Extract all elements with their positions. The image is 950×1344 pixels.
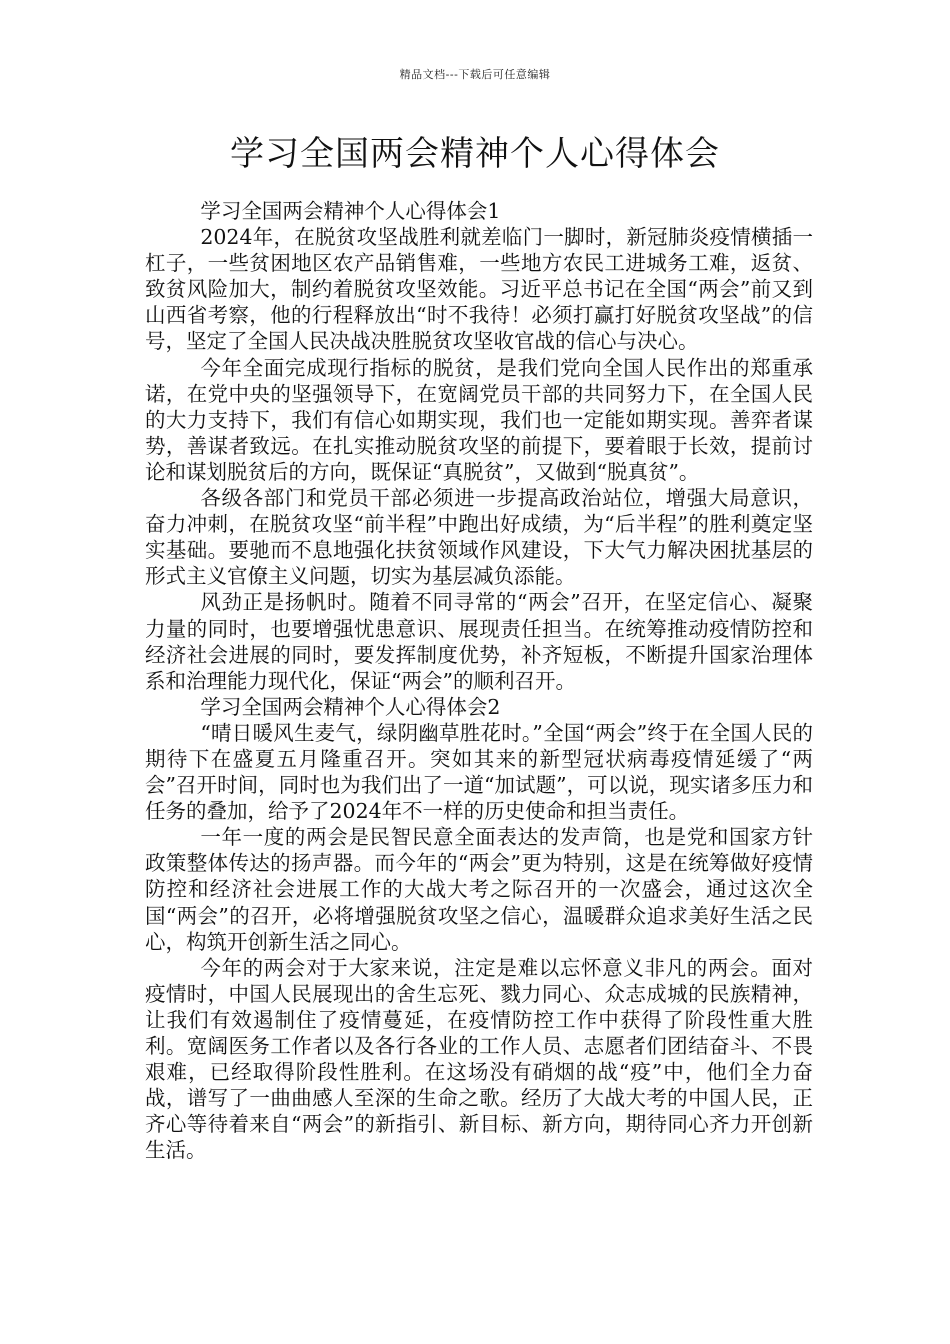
document-title: 学习全国两会精神个人心得体会 (230, 134, 720, 174)
body-paragraph: “晴日暖风生麦气，绿阴幽草胜花时。”全国“两会”终于在全国人民的期待下在盛夏五月隆重召开。突如其来的新型冠状病毒疫情延缓了“两会”召开时间，同时也为我们出了一道“加试题”，可以说，现实诸多压力和任务的叠加，给予了2024年不一样的历史使命和担当责任。 (145, 720, 813, 824)
body-paragraph: 风劲正是扬帆时。随着不同寻常的“两会”召开，在坚定信心、凝聚力量的同时，也要增强忧患意识、展现责任担当。在统筹推动疫情防控和经济社会进展的同时，要发挥制度优势，补齐短板，不断提升国家治理体系和治理能力现代化，保证“两会”的顺利召开。 (145, 590, 813, 693)
body-paragraph: 今年的两会对于大家来说，注定是难以忘怀意义非凡的两会。面对疫情时，中国人民展现出的舍生忘死、戮力同心、众志成城的民族精神，让我们有效遏制住了疫情蔓延，在疫情防控工作中获得了阶段性重大胜利。宽阔医务工作者以及各行各业的工作人员、志愿者们团结奋斗、不畏艰难，已经取得阶段性胜利。在这场没有硝烟的战“疫”中，他们全力奋战，谱写了一曲曲感人至深的生命之歌。经历了大战大考的中国人民，正齐心等待着来自“两会”的新指引、新目标、新方向，期待同心齐力开创新生活。 (145, 955, 813, 1163)
page-header-note: 精品文档---下载后可任意编辑 (399, 68, 551, 81)
body-paragraph: 2024年，在脱贫攻坚战胜利就差临门一脚时，新冠肺炎疫情横插一杠子，一些贫困地区农产品销售难，一些地方农民工进城务工难，返贫、致贫风险加大，制约着脱贫攻坚效能。习近平总书记在全国“两会”前又到山西省考察，他的行程释放出“时不我待！必须打赢打好脱贫攻坚战”的信号，坚定了全国人民决战决胜脱贫攻坚收官战的信心与决心。 (145, 225, 813, 354)
section-heading-2: 学习全国两会精神个人心得体会2 (200, 694, 501, 719)
body-paragraph: 一年一度的两会是民智民意全面表达的发声筒，也是党和国家方针政策整体传达的扬声器。而今年的“两会”更为特别，这是在统筹做好疫情防控和经济社会进展工作的大战大考之际召开的一次盛会，通过这次全国“两会”的召开，必将增强脱贫攻坚之信心，温暖群众追求美好生活之民心，构筑开创新生活之同心。 (145, 825, 813, 954)
section-heading-1: 学习全国两会精神个人心得体会1 (200, 199, 501, 223)
document-body (145, 198, 813, 1163)
body-paragraph: 各级各部门和党员干部必须进一步提高政治站位，增强大局意识，奋力冲刺，在脱贫攻坚“前半程”中跑出好成绩，为“后半程”的胜利奠定坚实基础。要驰而不息地强化扶贫领域作风建设，下大气力解决困扰基层的形式主义官僚主义问题，切实为基层减负添能。 (145, 486, 813, 589)
body-paragraph: 今年全面完成现行指标的脱贫，是我们党向全国人民作出的郑重承诺，在党中央的坚强领导下，在宽阔党员干部的共同努力下，在全国人民的大力支持下，我们有信心如期实现，我们也一定能如期实现。善弈者谋势，善谋者致远。在扎实推动脱贫攻坚的前提下，要着眼于长效，提前讨论和谋划脱贫后的方向，既保证“真脱贫”，又做到“脱真贫”。 (145, 355, 813, 484)
